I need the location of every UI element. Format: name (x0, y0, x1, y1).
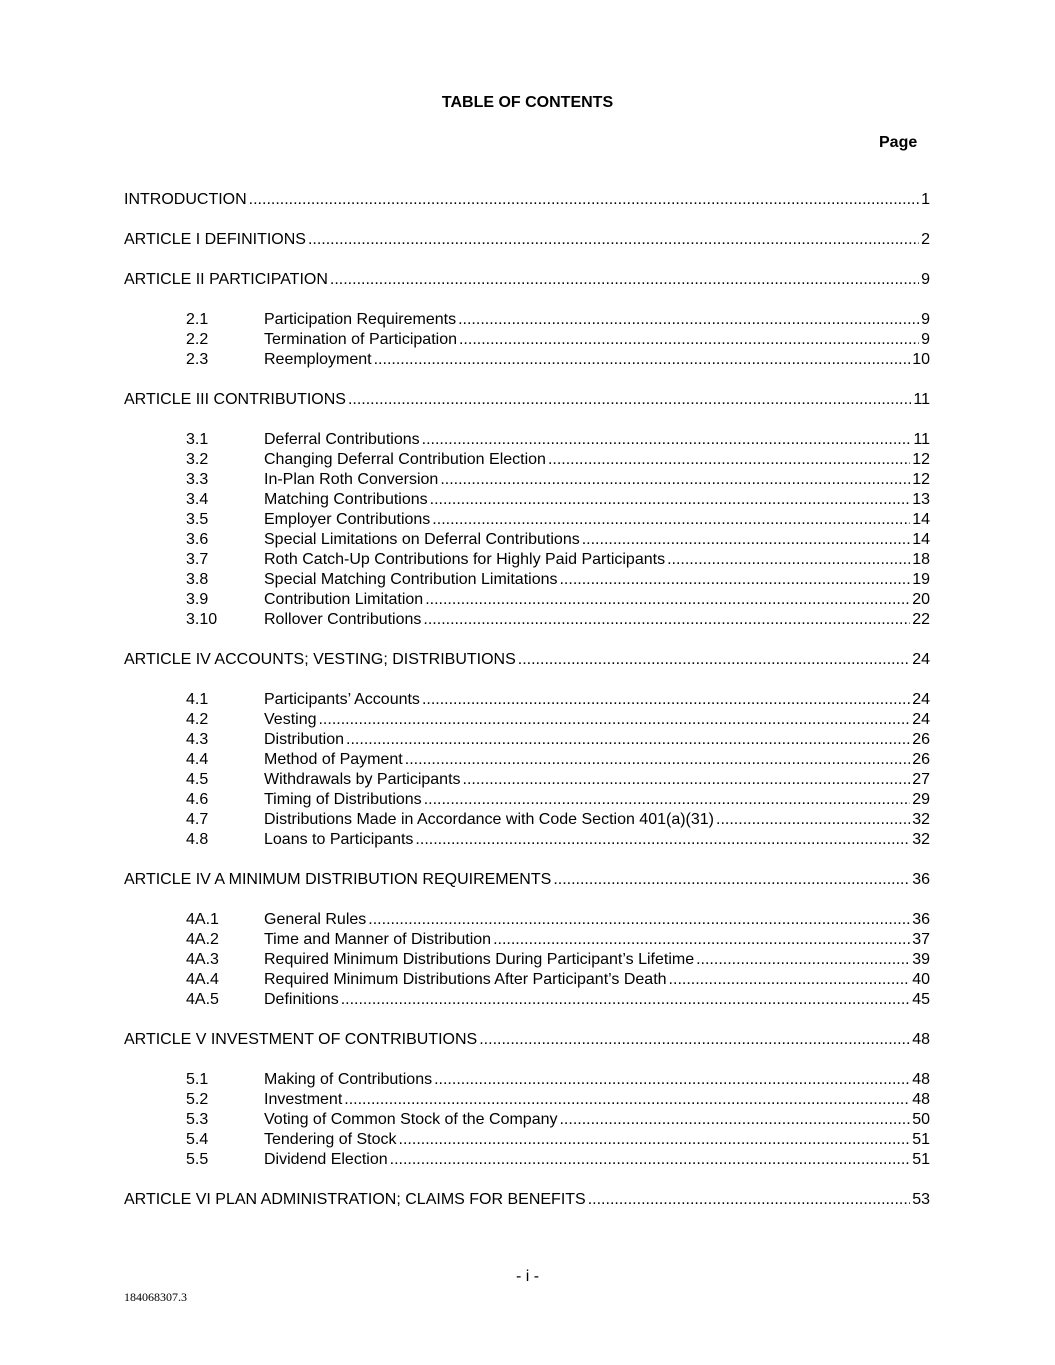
toc-section-number: 5.2 (186, 1091, 209, 1108)
toc-leader-dots (424, 790, 911, 810)
toc-section-entry[interactable] (124, 710, 930, 730)
toc-section-label: Voting of Common Stock of the Company (264, 1111, 558, 1128)
toc-article-entry[interactable] (124, 1190, 930, 1210)
toc-leader-dots (696, 950, 910, 970)
toc-section-page: 32 (912, 811, 930, 828)
toc-section-page: 50 (912, 1111, 930, 1128)
toc-article-label: INTRODUCTION (124, 191, 247, 208)
toc-section-list (124, 430, 930, 630)
toc-leader-dots (459, 330, 919, 350)
toc-leader-dots (330, 270, 919, 290)
toc-leader-dots (669, 970, 911, 990)
toc-section-page: 48 (912, 1071, 930, 1088)
toc-section-number: 4.2 (186, 711, 209, 728)
toc-section-label: Participants’ Accounts (264, 691, 420, 708)
toc-section-entry[interactable] (124, 730, 930, 750)
toc-section-number: 5.4 (186, 1131, 209, 1148)
toc-section-page: 12 (912, 451, 930, 468)
toc-section-entry[interactable] (124, 590, 930, 610)
toc-section-label: Loans to Participants (264, 831, 414, 848)
toc-leader-dots (422, 690, 910, 710)
toc-section-label: In-Plan Roth Conversion (264, 471, 439, 488)
toc-section-page: 24 (912, 711, 930, 728)
toc-section-label: General Rules (264, 911, 367, 928)
toc-section-entry[interactable] (124, 950, 930, 970)
toc-section-page: 48 (912, 1091, 930, 1108)
toc-section-page: 14 (912, 531, 930, 548)
toc-section-label: Deferral Contributions (264, 431, 420, 448)
toc-section-number: 2.2 (186, 331, 209, 348)
toc-section-page: 11 (913, 431, 930, 448)
toc-section-number: 4.3 (186, 731, 209, 748)
toc-section-number: 3.6 (186, 531, 209, 548)
toc-section-page: 9 (921, 331, 930, 348)
toc-section-number: 3.1 (186, 431, 209, 448)
toc-section-number: 5.5 (186, 1151, 209, 1168)
toc-section-entry[interactable] (124, 470, 930, 490)
toc-section-number: 4A.3 (186, 951, 219, 968)
toc-article-entry[interactable] (124, 270, 930, 290)
toc-section-number: 3.2 (186, 451, 209, 468)
toc-section-label: Investment (264, 1091, 343, 1108)
toc-section-page: 9 (921, 311, 930, 328)
toc-leader-dots (423, 610, 910, 630)
toc-section-list (124, 310, 930, 370)
toc-section-number: 4.5 (186, 771, 209, 788)
toc-leader-dots (716, 810, 910, 830)
toc-leader-dots (346, 730, 910, 750)
toc-section-label: Employer Contributions (264, 511, 431, 528)
toc-section-entry[interactable] (124, 490, 930, 510)
toc-article-page: 1 (921, 191, 930, 208)
toc-leader-dots (390, 1150, 911, 1170)
toc-section-entry[interactable] (124, 330, 930, 350)
toc-section-label: Contribution Limitation (264, 591, 424, 608)
toc-leader-dots (582, 530, 910, 550)
toc-section-entry[interactable] (124, 1070, 930, 1090)
toc-section-label: Time and Manner of Distribution (264, 931, 492, 948)
toc-article-entry[interactable] (124, 390, 930, 410)
toc-article-entry[interactable] (124, 1030, 930, 1050)
toc-section-label: Changing Deferral Contribution Election (264, 451, 546, 468)
toc-section-entry[interactable] (124, 1110, 930, 1130)
toc-leader-dots (667, 550, 910, 570)
toc-section-entry[interactable] (124, 530, 930, 550)
toc-leader-dots (318, 710, 910, 730)
toc-section-entry[interactable] (124, 430, 930, 450)
toc-section-entry[interactable] (124, 310, 930, 330)
toc-section-entry[interactable] (124, 610, 930, 630)
toc-section-label: Method of Payment (264, 751, 403, 768)
toc-section-entry[interactable] (124, 770, 930, 790)
toc-section-page: 19 (912, 571, 930, 588)
toc-leader-dots (463, 770, 911, 790)
toc-section-number: 4.4 (186, 751, 209, 768)
toc-article-entry[interactable] (124, 650, 930, 670)
toc-leader-dots (405, 750, 910, 770)
toc-section-page: 29 (912, 791, 930, 808)
toc-section-number: 4A.4 (186, 971, 219, 988)
toc-section-number: 3.3 (186, 471, 209, 488)
toc-leader-dots (548, 450, 910, 470)
toc-section-entry[interactable] (124, 910, 930, 930)
toc-section-entry[interactable] (124, 690, 930, 710)
toc-section-entry[interactable] (124, 970, 930, 990)
toc-leader-dots (422, 430, 912, 450)
toc-section-entry[interactable] (124, 350, 930, 370)
toc-article-label: ARTICLE VI PLAN ADMINISTRATION; CLAIMS FOR BENEFITS (124, 1191, 586, 1208)
toc-leader-dots (344, 1090, 910, 1110)
toc-section-number: 4A.2 (186, 931, 219, 948)
toc-section-label: Dividend Election (264, 1151, 388, 1168)
toc-section-number: 4A.5 (186, 991, 219, 1008)
toc-section-number: 3.7 (186, 551, 209, 568)
toc-leader-dots (249, 190, 919, 210)
toc-section-number: 4A.1 (186, 911, 219, 928)
toc-leader-dots (440, 470, 910, 490)
toc-section-label: Tendering of Stock (264, 1131, 397, 1148)
toc-section-label: Distribution (264, 731, 345, 748)
toc-section-page: 36 (912, 911, 930, 928)
toc-section-page: 45 (912, 991, 930, 1008)
toc-section-label: Roth Catch-Up Contributions for Highly Paid Participants (264, 551, 666, 568)
toc-section-number: 4.1 (186, 691, 209, 708)
toc-section-list (124, 910, 930, 1010)
toc-section-page: 51 (912, 1131, 930, 1148)
toc-section-number: 5.3 (186, 1111, 209, 1128)
toc-leader-dots (553, 870, 910, 890)
toc-section-entry[interactable] (124, 930, 930, 950)
toc-article-entry[interactable] (124, 870, 930, 890)
toc-section-label: Reemployment (264, 351, 372, 368)
toc-section-number: 4.7 (186, 811, 209, 828)
toc-section-number: 3.4 (186, 491, 209, 508)
toc-section-page: 40 (912, 971, 930, 988)
toc-section-number: 4.6 (186, 791, 209, 808)
toc-section-number: 3.9 (186, 591, 209, 608)
toc-section-label: Special Matching Contribution Limitations (264, 571, 558, 588)
toc-section-number: 2.1 (186, 311, 209, 328)
toc-section-page: 20 (912, 591, 930, 608)
toc-article-label: ARTICLE V INVESTMENT OF CONTRIBUTIONS (124, 1031, 478, 1048)
toc-section-entry[interactable] (124, 990, 930, 1010)
toc-section-page: 51 (912, 1151, 930, 1168)
toc-article-label: ARTICLE I DEFINITIONS (124, 231, 306, 248)
toc-section-number: 4.8 (186, 831, 209, 848)
toc-section-entry[interactable] (124, 750, 930, 770)
toc-section-label: Termination of Participation (264, 331, 457, 348)
toc-section-entry[interactable] (124, 1090, 930, 1110)
toc-leader-dots (559, 570, 910, 590)
toc-leader-dots (458, 310, 919, 330)
footer-page-number: - i - (515, 1268, 540, 1285)
toc-article-label: ARTICLE II PARTICIPATION (124, 271, 328, 288)
toc-section-page: 10 (912, 351, 930, 368)
document-id: 184068307.3 (124, 1290, 187, 1304)
toc-section-number: 5.1 (186, 1071, 209, 1088)
toc-leader-dots (588, 1190, 910, 1210)
page-title: TABLE OF CONTENTS (441, 94, 614, 111)
toc-article-page: 9 (921, 271, 930, 288)
toc-section-list (124, 1070, 930, 1170)
toc-section-number: 3.8 (186, 571, 209, 588)
toc-section-number: 3.10 (186, 611, 218, 628)
toc-section-entry[interactable] (124, 510, 930, 530)
toc-section-page: 26 (912, 751, 930, 768)
toc-article-entry[interactable] (124, 230, 930, 250)
toc-section-page: 12 (912, 471, 930, 488)
toc-leader-dots (308, 230, 919, 250)
toc-leader-dots (341, 990, 911, 1010)
toc-leader-dots (374, 350, 911, 370)
toc-leader-dots (415, 830, 910, 850)
toc-leader-dots (493, 930, 910, 950)
toc-article-page: 36 (912, 871, 930, 888)
toc-article-entry[interactable] (124, 190, 930, 210)
toc-section-page: 13 (912, 491, 930, 508)
toc-section-list (124, 690, 930, 850)
toc-article-label: ARTICLE IV ACCOUNTS; VESTING; DISTRIBUTIONS (124, 651, 516, 668)
toc-article-page: 24 (912, 651, 930, 668)
toc-leader-dots (430, 490, 911, 510)
toc-section-label: Vesting (264, 711, 317, 728)
toc-article-label: ARTICLE III CONTRIBUTIONS (124, 391, 346, 408)
toc-section-entry[interactable] (124, 550, 930, 570)
toc-section-number: 3.5 (186, 511, 209, 528)
toc-leader-dots (434, 1070, 910, 1090)
toc-section-page: 22 (912, 611, 930, 628)
toc-section-entry[interactable] (124, 1150, 930, 1170)
toc-section-label: Rollover Contributions (264, 611, 422, 628)
toc-article-page: 48 (912, 1031, 930, 1048)
toc-section-label: Special Limitations on Deferral Contributions (264, 531, 580, 548)
toc-section-label: Withdrawals by Participants (264, 771, 461, 788)
toc-section-label: Distributions Made in Accordance with Code Section 401(a)(31) (264, 811, 715, 828)
toc-section-entry[interactable] (124, 810, 930, 830)
toc-section-label: Definitions (264, 991, 339, 1008)
toc-article-page: 11 (913, 391, 930, 408)
toc-section-label: Making of Contributions (264, 1071, 433, 1088)
toc-section-page: 27 (912, 771, 930, 788)
toc-section-entry[interactable] (124, 570, 930, 590)
toc-leader-dots (399, 1130, 911, 1150)
toc-section-label: Required Minimum Distributions During Participant’s Lifetime (264, 951, 695, 968)
toc-section-label: Participation Requirements (264, 311, 457, 328)
toc-leader-dots (348, 390, 911, 410)
page-column-header: Page (879, 134, 918, 151)
toc-section-entry[interactable] (124, 450, 930, 470)
toc-section-label: Timing of Distributions (264, 791, 422, 808)
toc-section-page: 14 (912, 511, 930, 528)
toc-leader-dots (368, 910, 910, 930)
toc-section-page: 18 (912, 551, 930, 568)
toc-leader-dots (518, 650, 910, 670)
toc-article-page: 2 (921, 231, 930, 248)
toc-section-page: 26 (912, 731, 930, 748)
toc-article-label: ARTICLE IV A MINIMUM DISTRIBUTION REQUIREMENTS (124, 871, 552, 888)
toc-section-label: Matching Contributions (264, 491, 428, 508)
toc-leader-dots (479, 1030, 910, 1050)
toc-section-page: 32 (912, 831, 930, 848)
toc-leader-dots (559, 1110, 910, 1130)
toc-section-label: Required Minimum Distributions After Participant’s Death (264, 971, 667, 988)
toc-section-number: 2.3 (186, 351, 209, 368)
toc-leader-dots (432, 510, 910, 530)
toc-section-entry[interactable] (124, 790, 930, 810)
table-of-contents (124, 190, 930, 1210)
toc-section-page: 39 (912, 951, 930, 968)
toc-section-entry[interactable] (124, 830, 930, 850)
toc-section-page: 37 (912, 931, 930, 948)
toc-leader-dots (425, 590, 910, 610)
toc-section-page: 24 (912, 691, 930, 708)
toc-article-page: 53 (912, 1191, 930, 1208)
toc-section-entry[interactable] (124, 1130, 930, 1150)
